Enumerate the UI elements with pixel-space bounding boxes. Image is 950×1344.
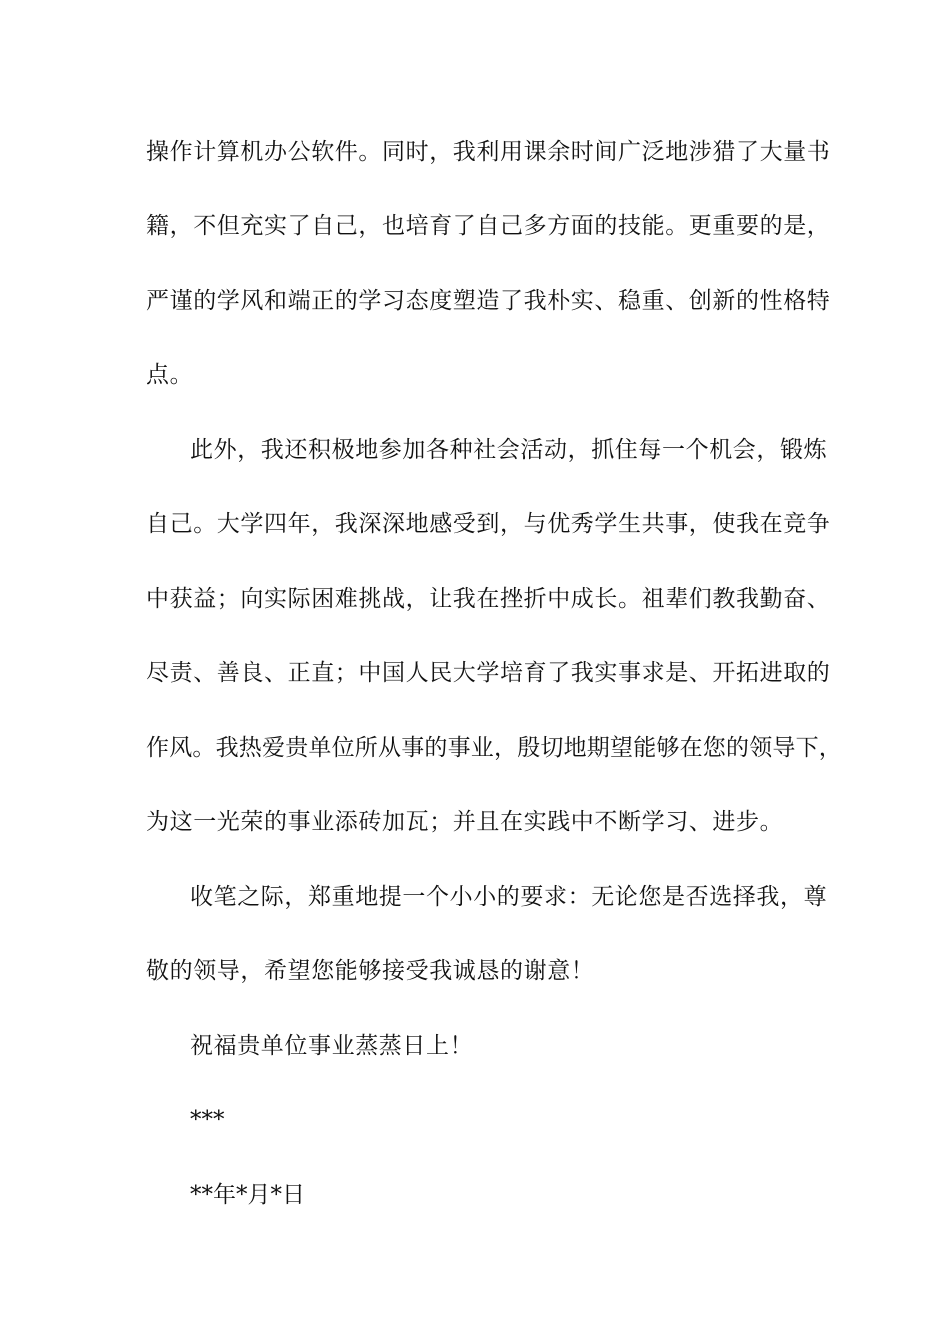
- signature-date: **年*月*日: [190, 1182, 305, 1208]
- paragraph-line: 尽责、善良、正直；中国人民大学培育了我实事求是、开拓进取的: [146, 660, 831, 686]
- paragraph-line: 作风。我热爱贵单位所从事的事业，殷切地期望能够在您的领导下，: [146, 735, 842, 761]
- paragraph-line: 自己。大学四年，我深深地感受到，与优秀学生共事，使我在竞争: [146, 511, 831, 537]
- paragraph-line: 严谨的学风和端正的学习态度塑造了我朴实、稳重、创新的性格特: [146, 288, 831, 314]
- closing-wish: 祝福贵单位事业蒸蒸日上！: [190, 1033, 474, 1059]
- paragraph-line: 籍，不但充实了自己，也培育了自己多方面的技能。更重要的是，: [146, 213, 831, 239]
- paragraph-line: 此外，我还积极地参加各种社会活动，抓住每一个机会，锻炼: [190, 437, 828, 463]
- signature-name: ***: [190, 1107, 225, 1133]
- paragraph-line: 敬的领导，希望您能够接受我诚恳的谢意！: [146, 958, 595, 984]
- paragraph-line: 操作计算机办公软件。同时，我利用课余时间广泛地涉猎了大量书: [146, 139, 831, 165]
- paragraph-line: 点。: [146, 362, 194, 388]
- paragraph-line: 中获益；向实际困难挑战，让我在挫折中成长。祖辈们教我勤奋、: [146, 586, 831, 612]
- paragraph-line: 收笔之际，郑重地提一个小小的要求：无论您是否选择我，尊: [190, 884, 828, 910]
- paragraph-line: 为这一光荣的事业添砖加瓦；并且在实践中不断学习、进步。: [146, 809, 784, 835]
